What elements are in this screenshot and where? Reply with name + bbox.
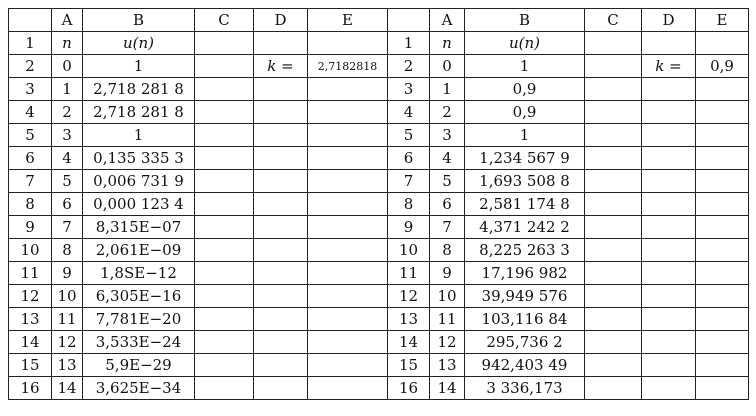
column-header-d: D <box>254 9 308 32</box>
cell-u-n: 1,8SE−12 <box>83 262 195 285</box>
row-number: 13 <box>9 308 52 331</box>
table-row <box>9 124 749 147</box>
cell-n: 3 <box>52 124 83 147</box>
empty-cell <box>308 147 388 170</box>
empty-cell <box>308 377 388 400</box>
empty-cell <box>254 331 308 354</box>
empty-cell <box>585 331 642 354</box>
row-number: 4 <box>388 101 430 124</box>
empty-cell <box>254 147 308 170</box>
cell-u-n: 1 <box>465 124 585 147</box>
empty-cell <box>642 193 696 216</box>
cell-n: 4 <box>430 147 465 170</box>
spreadsheet-table <box>8 8 749 400</box>
empty-cell <box>308 193 388 216</box>
empty-cell <box>195 377 254 400</box>
empty-cell <box>254 124 308 147</box>
empty-cell <box>642 354 696 377</box>
cell-n: 5 <box>430 170 465 193</box>
cell-u-n: 4,371 242 2 <box>465 216 585 239</box>
empty-cell <box>696 147 749 170</box>
empty-cell <box>642 331 696 354</box>
empty-cell <box>585 262 642 285</box>
table-row <box>9 147 749 170</box>
empty-cell <box>642 285 696 308</box>
cell-n: 9 <box>430 262 465 285</box>
cell-u-n: 39,949 576 <box>465 285 585 308</box>
table-row <box>9 78 749 101</box>
row-number: 1 <box>9 32 52 55</box>
empty-cell <box>696 32 749 55</box>
row-number: 7 <box>388 170 430 193</box>
cell-n: 2 <box>430 101 465 124</box>
empty-cell <box>254 170 308 193</box>
empty-cell <box>195 262 254 285</box>
empty-cell <box>585 124 642 147</box>
empty-cell <box>642 170 696 193</box>
empty-cell <box>254 354 308 377</box>
column-header-b-right: B <box>465 9 585 32</box>
empty-cell <box>308 239 388 262</box>
empty-cell <box>696 239 749 262</box>
table-row <box>9 55 749 78</box>
empty-cell <box>195 285 254 308</box>
empty-cell <box>585 78 642 101</box>
empty-cell <box>642 101 696 124</box>
cell-n: 13 <box>430 354 465 377</box>
empty-cell <box>585 32 642 55</box>
empty-cell <box>642 216 696 239</box>
empty-cell <box>642 147 696 170</box>
empty-cell <box>585 101 642 124</box>
row-number: 4 <box>9 101 52 124</box>
empty-cell <box>585 308 642 331</box>
k-value: 2,7182818 <box>308 55 388 78</box>
row-number: 5 <box>388 124 430 147</box>
row-number: 5 <box>9 124 52 147</box>
empty-cell <box>195 308 254 331</box>
header-u-n: u(n) <box>83 32 195 55</box>
corner-cell <box>9 9 52 32</box>
cell-n: 10 <box>430 285 465 308</box>
cell-u-n: 7,781E−20 <box>83 308 195 331</box>
row-number: 8 <box>388 193 430 216</box>
empty-cell <box>696 101 749 124</box>
row-number: 11 <box>388 262 430 285</box>
empty-cell <box>195 55 254 78</box>
cell-n: 4 <box>52 147 83 170</box>
cell-n: 10 <box>52 285 83 308</box>
empty-cell <box>308 331 388 354</box>
header-n: n <box>430 32 465 55</box>
row-number: 8 <box>9 193 52 216</box>
empty-cell <box>195 147 254 170</box>
empty-cell <box>696 285 749 308</box>
cell-u-n: 2,061E−09 <box>83 239 195 262</box>
row-number: 9 <box>9 216 52 239</box>
empty-cell <box>195 101 254 124</box>
column-header-d-right: D <box>642 9 696 32</box>
cell-u-n: 1,693 508 8 <box>465 170 585 193</box>
cell-n: 12 <box>430 331 465 354</box>
cell-u-n: 0,135 335 3 <box>83 147 195 170</box>
cell-u-n: 103,116 84 <box>465 308 585 331</box>
cell-n: 11 <box>52 308 83 331</box>
cell-u-n: 295,736 2 <box>465 331 585 354</box>
row-number: 16 <box>388 377 430 400</box>
cell-n: 13 <box>52 354 83 377</box>
column-header-c: C <box>195 9 254 32</box>
empty-cell <box>195 32 254 55</box>
cell-n: 8 <box>52 239 83 262</box>
column-header-e: E <box>308 9 388 32</box>
cell-u-n: 5,9E−29 <box>83 354 195 377</box>
table-row <box>9 377 749 400</box>
cell-n: 3 <box>430 124 465 147</box>
empty-cell <box>585 55 642 78</box>
cell-n: 6 <box>52 193 83 216</box>
k-label: k = <box>642 55 696 78</box>
empty-cell <box>308 101 388 124</box>
table-row <box>9 308 749 331</box>
column-header-e-right: E <box>696 9 749 32</box>
row-number: 9 <box>388 216 430 239</box>
cell-u-n: 942,403 49 <box>465 354 585 377</box>
empty-cell <box>696 308 749 331</box>
empty-cell <box>642 239 696 262</box>
cell-u-n: 2,718 281 8 <box>83 78 195 101</box>
header-n: n <box>52 32 83 55</box>
table-row <box>9 239 749 262</box>
empty-cell <box>308 32 388 55</box>
column-header-b: B <box>83 9 195 32</box>
empty-cell <box>696 354 749 377</box>
empty-cell <box>195 170 254 193</box>
cell-u-n: 8,315E−07 <box>83 216 195 239</box>
empty-cell <box>696 78 749 101</box>
table-row <box>9 354 749 377</box>
table-row <box>9 170 749 193</box>
row-number: 3 <box>9 78 52 101</box>
empty-cell <box>254 32 308 55</box>
cell-u-n: 1,234 567 9 <box>465 147 585 170</box>
empty-cell <box>254 78 308 101</box>
cell-n: 1 <box>430 78 465 101</box>
empty-cell <box>195 124 254 147</box>
cell-n: 7 <box>52 216 83 239</box>
k-label: k = <box>254 55 308 78</box>
empty-cell <box>585 193 642 216</box>
empty-cell <box>696 193 749 216</box>
empty-cell <box>696 331 749 354</box>
table-row <box>9 262 749 285</box>
empty-cell <box>585 147 642 170</box>
corner-cell-right <box>388 9 430 32</box>
cell-u-n: 1 <box>465 55 585 78</box>
empty-cell <box>254 239 308 262</box>
empty-cell <box>254 101 308 124</box>
empty-cell <box>308 170 388 193</box>
cell-u-n: 2,718 281 8 <box>83 101 195 124</box>
cell-n: 6 <box>430 193 465 216</box>
empty-cell <box>254 377 308 400</box>
column-header-c-right: C <box>585 9 642 32</box>
empty-cell <box>696 124 749 147</box>
row-number: 11 <box>9 262 52 285</box>
table-row <box>9 193 749 216</box>
cell-u-n: 0,9 <box>465 101 585 124</box>
row-number: 6 <box>9 147 52 170</box>
column-header-a: A <box>52 9 83 32</box>
spreadsheet-figure <box>8 8 748 400</box>
row-number: 14 <box>388 331 430 354</box>
k-value: 0,9 <box>696 55 749 78</box>
cell-u-n: 0,9 <box>465 78 585 101</box>
empty-cell <box>585 377 642 400</box>
empty-cell <box>308 78 388 101</box>
empty-cell <box>585 354 642 377</box>
row-number: 10 <box>388 239 430 262</box>
row-number: 1 <box>388 32 430 55</box>
row-number: 12 <box>9 285 52 308</box>
row-number: 15 <box>388 354 430 377</box>
row-number: 7 <box>9 170 52 193</box>
empty-cell <box>642 308 696 331</box>
cell-n: 14 <box>430 377 465 400</box>
empty-cell <box>254 193 308 216</box>
empty-cell <box>696 262 749 285</box>
empty-cell <box>254 308 308 331</box>
cell-u-n: 2,581 174 8 <box>465 193 585 216</box>
cell-n: 2 <box>52 101 83 124</box>
empty-cell <box>642 124 696 147</box>
cell-n: 9 <box>52 262 83 285</box>
empty-cell <box>195 216 254 239</box>
cell-u-n: 1 <box>83 55 195 78</box>
empty-cell <box>585 216 642 239</box>
empty-cell <box>254 285 308 308</box>
empty-cell <box>308 124 388 147</box>
empty-cell <box>585 285 642 308</box>
empty-cell <box>696 216 749 239</box>
cell-u-n: 1 <box>83 124 195 147</box>
row-number: 10 <box>9 239 52 262</box>
cell-n: 8 <box>430 239 465 262</box>
empty-cell <box>696 170 749 193</box>
empty-cell <box>195 239 254 262</box>
header-u-n: u(n) <box>465 32 585 55</box>
empty-cell <box>195 331 254 354</box>
empty-cell <box>195 193 254 216</box>
column-header-row <box>9 9 749 32</box>
cell-u-n: 3,625E−34 <box>83 377 195 400</box>
cell-n: 14 <box>52 377 83 400</box>
empty-cell <box>642 377 696 400</box>
empty-cell <box>585 239 642 262</box>
cell-n: 11 <box>430 308 465 331</box>
empty-cell <box>254 216 308 239</box>
empty-cell <box>308 285 388 308</box>
empty-cell <box>195 354 254 377</box>
empty-cell <box>642 78 696 101</box>
cell-n: 7 <box>430 216 465 239</box>
empty-cell <box>195 78 254 101</box>
cell-n: 0 <box>430 55 465 78</box>
row-number: 3 <box>388 78 430 101</box>
table-row-header <box>9 32 749 55</box>
row-number: 2 <box>388 55 430 78</box>
cell-u-n: 3,533E−24 <box>83 331 195 354</box>
empty-cell <box>254 262 308 285</box>
row-number: 12 <box>388 285 430 308</box>
cell-u-n: 0,000 123 4 <box>83 193 195 216</box>
table-row <box>9 101 749 124</box>
row-number: 2 <box>9 55 52 78</box>
cell-u-n: 6,305E−16 <box>83 285 195 308</box>
cell-u-n: 0,006 731 9 <box>83 170 195 193</box>
row-number: 15 <box>9 354 52 377</box>
cell-n: 12 <box>52 331 83 354</box>
column-header-a-right: A <box>430 9 465 32</box>
cell-u-n: 3 336,173 <box>465 377 585 400</box>
cell-u-n: 8,225 263 3 <box>465 239 585 262</box>
empty-cell <box>308 216 388 239</box>
row-number: 14 <box>9 331 52 354</box>
empty-cell <box>308 354 388 377</box>
cell-n: 0 <box>52 55 83 78</box>
empty-cell <box>308 308 388 331</box>
empty-cell <box>696 377 749 400</box>
row-number: 16 <box>9 377 52 400</box>
table-row <box>9 331 749 354</box>
empty-cell <box>642 262 696 285</box>
empty-cell <box>308 262 388 285</box>
table-row <box>9 285 749 308</box>
empty-cell <box>642 32 696 55</box>
empty-cell <box>585 170 642 193</box>
table-row <box>9 216 749 239</box>
cell-u-n: 17,196 982 <box>465 262 585 285</box>
row-number: 13 <box>388 308 430 331</box>
cell-n: 5 <box>52 170 83 193</box>
row-number: 6 <box>388 147 430 170</box>
cell-n: 1 <box>52 78 83 101</box>
